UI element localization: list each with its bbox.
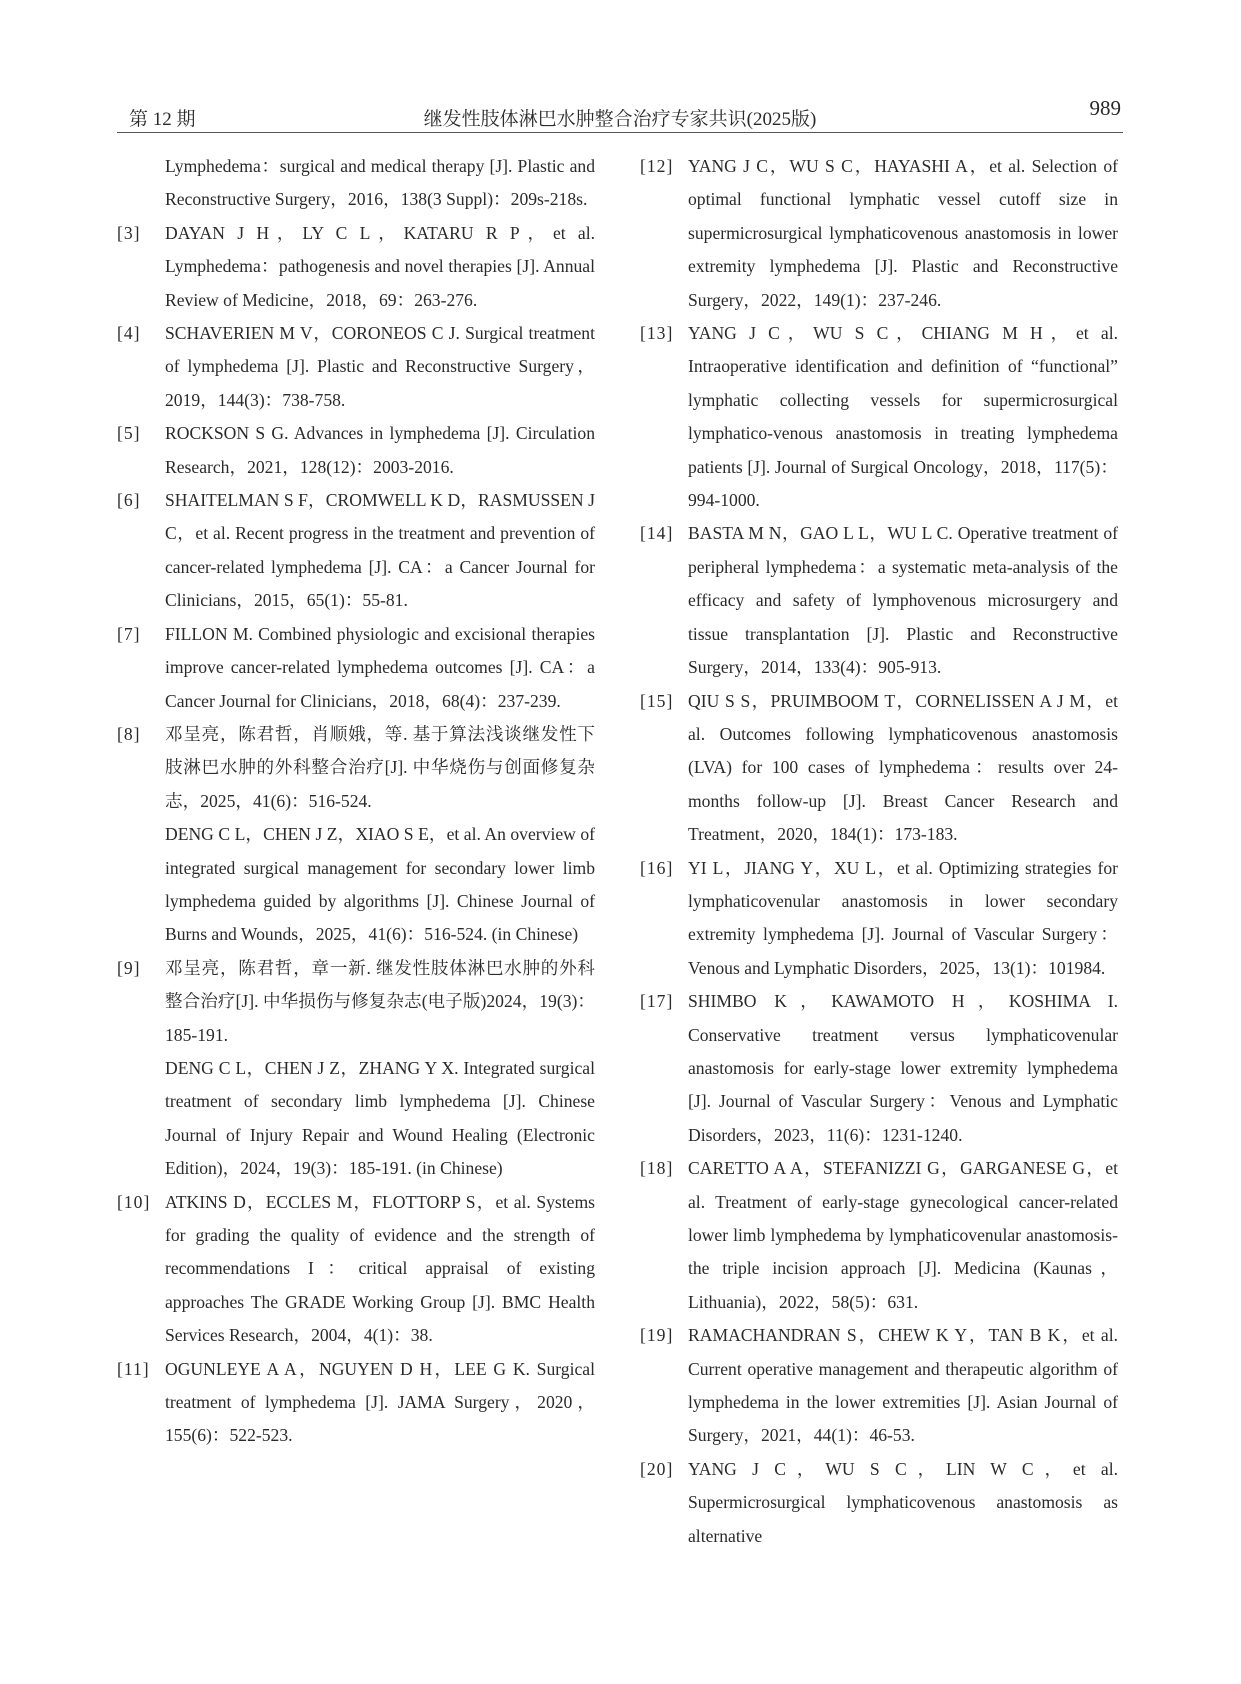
reference-body <box>165 1186 595 1353</box>
reference-text: 邓呈亮，陈君哲，章一新. 继发性肢体淋巴水肿的外科整合治疗[J]. 中华损伤与修复杂志(电子版)2024，19(3)：185-191. <box>165 957 595 1045</box>
reference-number: [15] <box>640 690 674 711</box>
reference-number: [7] <box>117 623 141 644</box>
reference-item <box>640 1319 1118 1453</box>
reference-number: [19] <box>640 1325 674 1346</box>
reference-number: [4] <box>117 323 141 344</box>
reference-number: [11] <box>117 1358 150 1379</box>
reference-text: DENG C L，CHEN J Z，XIAO S E，et al. An overview of integrated surgical management for secondary lower limb lymphedema guided by algorithms [J]. Chinese Journal of Burns and Wounds，2025，41(6)：516-524. (in Chinese) <box>165 824 595 945</box>
reference-number: [13] <box>640 323 674 344</box>
reference-item <box>117 1186 595 1353</box>
reference-text: DENG C L，CHEN J Z，ZHANG Y X. Integrated surgical treatment of secondary limb lymphedema [J]. Chinese Journal of Injury Repair and Wound Healing (Electronic Edition)，2024，19(3)：185-191. (in Chinese) <box>165 1057 595 1179</box>
header-rule <box>117 132 1123 133</box>
reference-text: YI L，JIANG Y，XU L，et al. Optimizing strategies for lymphaticovenular anastomosis in lower secondary extremity lymphedema [J]. Journal of Vascular Surgery：Venous and Lymphatic Disorders，2025，13(1)：101984. <box>688 857 1118 978</box>
reference-text: ROCKSON S G. Advances in lymphedema [J]. Circulation Research，2021，128(12)：2003-2016. <box>165 423 595 477</box>
reference-text: CARETTO A A，STEFANIZZI G，GARGANESE G，et al. Treatment of early-stage gynecological cancer-related lower limb lymphedema by lymphaticovenular anastomosis-the triple incision approach [J]. Medicina (Kaunas，Lithuania)，2022，58(5)：631. <box>688 1158 1118 1312</box>
reference-number: [17] <box>640 991 674 1012</box>
reference-item <box>640 685 1118 852</box>
reference-item <box>640 1453 1118 1553</box>
reference-number: [20] <box>640 1458 674 1479</box>
reference-text: DAYAN J H，LY C L，KATARU R P，et al. Lymphedema：pathogenesis and novel therapies [J]. Annual Review of Medicine，2018，69：263-276. <box>165 222 595 310</box>
reference-text: RAMACHANDRAN S，CHEW K Y，TAN B K，et al. Current operative management and therapeutic algorithm of lymphedema in the lower extremities [J]. Asian Journal of Surgery，2021，44(1)：46-53. <box>688 1325 1118 1446</box>
reference-text: QIU S S，PRUIMBOOM T，CORNELISSEN A J M，et al. Outcomes following lymphaticovenous anastomosis (LVA) for 100 cases of lymphedema：results over 24-months follow-up [J]. Breast Cancer Research and Treatment，2020，184(1)：173-183. <box>688 690 1118 845</box>
reference-body <box>165 217 595 317</box>
reference-body <box>688 985 1118 1152</box>
reference-body <box>688 317 1118 517</box>
reference-text: YANG J C，WU S C，LIN W C，et al. Supermicrosurgical lymphaticovenous anastomosis as alternative <box>688 1458 1118 1546</box>
reference-text: Lymphedema：surgical and medical therapy [J]. Plastic and Reconstructive Surgery，2016，138(3 Suppl)：209s-218s. <box>165 156 595 210</box>
reference-body <box>165 618 595 718</box>
reference-number: [18] <box>640 1158 674 1179</box>
reference-text: FILLON M. Combined physiologic and excisional therapies improve cancer-related lymphedema outcomes [J]. CA：a Cancer Journal for Clinicians，2018，68(4)：237-239. <box>165 623 595 711</box>
reference-item <box>640 317 1118 517</box>
reference-item <box>640 150 1118 317</box>
reference-body <box>165 417 595 484</box>
issue-label: 第 12 期 <box>129 109 196 130</box>
reference-body <box>165 484 595 618</box>
reference-item <box>117 718 595 952</box>
reference-item <box>117 417 595 484</box>
left-column <box>117 150 595 1453</box>
reference-body <box>165 718 595 952</box>
reference-text: SHAITELMAN S F，CROMWELL K D，RASMUSSEN J C，et al. Recent progress in the treatment and prevention of cancer-related lymphedema [J]. CA：a Cancer Journal for Clinicians，2015，65(1)：55-81. <box>165 490 595 611</box>
reference-body <box>688 685 1118 852</box>
reference-text: YANG J C，WU S C，CHIANG M H，et al. Intraoperative identification and definition of “functional” lymphatic collecting vessels for supermicrosurgical lymphatico-venous anastomosis in treating lymphedema patients [J]. Journal of Surgical Oncology，2018，117(5)：994-1000. <box>688 323 1118 511</box>
reference-item <box>117 484 595 618</box>
reference-text: ATKINS D，ECCLES M，FLOTTORP S，et al. Systems for grading the quality of evidence and the strength of recommendations I：critical appraisal of existing approaches The GRADE Working Group [J]. BMC Health Services Research，2004，4(1)：38. <box>165 1191 595 1346</box>
reference-body <box>688 1152 1118 1319</box>
reference-body <box>688 852 1118 986</box>
reference-item <box>640 852 1118 986</box>
reference-number: [14] <box>640 523 674 544</box>
reference-list-left <box>117 217 595 1453</box>
reference-text: BASTA M N，GAO L L，WU L C. Operative treatment of peripheral lymphedema：a systematic meta-analysis of the efficacy and safety of lymphovenous microsurgery and tissue transplantation [J]. Plastic and Reconstructive Surgery，2014，133(4)：905-913. <box>688 523 1118 678</box>
reference-body <box>165 952 595 1186</box>
reference-item <box>117 317 595 417</box>
reference-text: OGUNLEYE A A，NGUYEN D H，LEE G K. Surgical treatment of lymphedema [J]. JAMA Surgery，2020，155(6)：522-523. <box>165 1358 595 1446</box>
reference-number: [8] <box>117 723 141 744</box>
reference-text: 邓呈亮，陈君哲，肖顺娥，等. 基于算法浅谈继发性下肢淋巴水肿的外科整合治疗[J]. 中华烧伤与创面修复杂志，2025，41(6)：516-524. <box>165 723 595 811</box>
right-column <box>640 150 1118 1553</box>
reference-continuation <box>117 150 595 217</box>
reference-number: [5] <box>117 423 141 444</box>
page-number: 989 <box>1089 96 1121 120</box>
reference-item <box>117 217 595 317</box>
reference-body <box>688 1453 1118 1553</box>
reference-body <box>165 317 595 417</box>
running-title: 继发性肢体淋巴水肿整合治疗专家共识(2025版) <box>423 109 817 130</box>
reference-item <box>640 985 1118 1152</box>
reference-number: [6] <box>117 490 141 511</box>
reference-body <box>165 1353 595 1453</box>
running-header <box>117 96 1123 132</box>
reference-text: SCHAVERIEN M V，CORONEOS C J. Surgical treatment of lymphedema [J]. Plastic and Reconstructive Surgery，2019，144(3)：738-758. <box>165 323 595 410</box>
reference-number: [16] <box>640 857 674 878</box>
reference-text: YANG J C，WU S C，HAYASHI A，et al. Selection of optimal functional lymphatic vessel cutoff size in supermicrosurgical lymphaticovenous anastomosis in lower extremity lymphedema [J]. Plastic and Reconstructive Surgery，2022，149(1)：237-246. <box>688 156 1118 310</box>
reference-item <box>640 517 1118 684</box>
reference-number: [12] <box>640 156 674 176</box>
reference-item <box>117 1353 595 1453</box>
reference-item <box>117 618 595 718</box>
reference-number: [9] <box>117 957 141 978</box>
reference-number: [10] <box>117 1191 151 1212</box>
reference-item <box>117 952 595 1186</box>
reference-body <box>688 1319 1118 1453</box>
reference-body <box>688 517 1118 684</box>
reference-item <box>640 1152 1118 1319</box>
reference-body <box>688 150 1118 317</box>
reference-list-right <box>640 150 1118 1553</box>
reference-text: SHIMBO K，KAWAMOTO H，KOSHIMA I. Conservative treatment versus lymphaticovenular anastomosis for early-stage lower extremity lymphedema [J]. Journal of Vascular Surgery：Venous and Lymphatic Disorders，2023，11(6)：1231-1240. <box>688 991 1118 1145</box>
reference-number: [3] <box>117 222 141 243</box>
